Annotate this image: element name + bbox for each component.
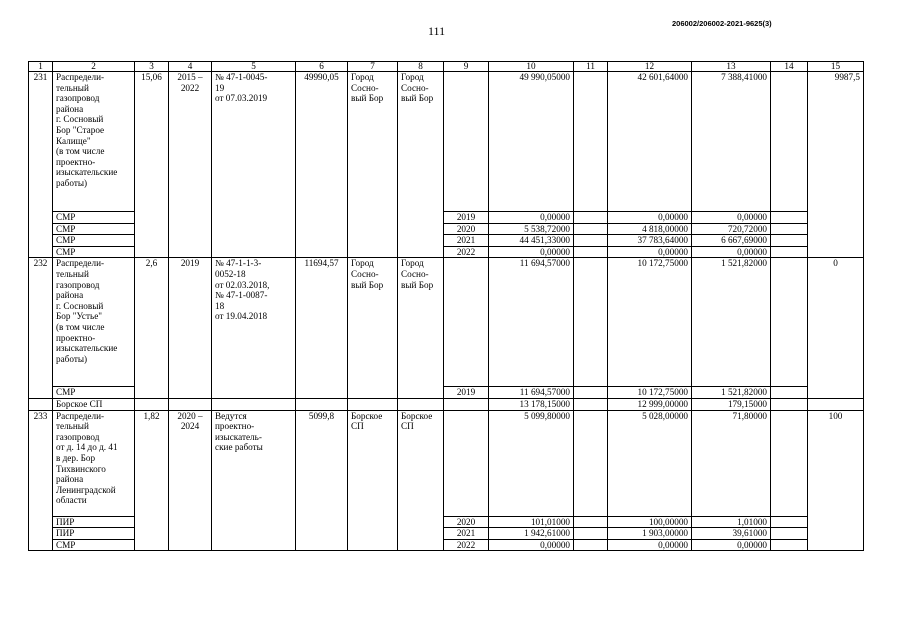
col14 bbox=[771, 528, 808, 540]
blank-cell bbox=[398, 398, 444, 410]
blank-cell bbox=[444, 398, 489, 410]
object-name: Распредели- тельный газопровод района г. Сосновый Бор "Старое Калище" (в том числе проектно- изыскательские работы) bbox=[53, 72, 135, 212]
column-header: 13 bbox=[692, 62, 771, 72]
table-row bbox=[29, 258, 864, 387]
value-col10: 11 694,57000 bbox=[489, 387, 574, 399]
years: 2019 bbox=[169, 258, 212, 399]
blank-cell bbox=[296, 398, 348, 410]
col11 bbox=[574, 246, 608, 258]
value-col12: 0,00000 bbox=[608, 539, 692, 551]
subtotal-col13: 179,15000 bbox=[692, 398, 771, 410]
value-col10: 44 451,33000 bbox=[489, 235, 574, 247]
total-col10: 5 099,80000 bbox=[489, 410, 574, 516]
length-km: 15,06 bbox=[135, 72, 169, 258]
years: 2015 – 2022 bbox=[169, 72, 212, 258]
location: Город Сосно- вый Бор bbox=[398, 258, 444, 399]
col14 bbox=[771, 223, 808, 235]
value-col12: 1 903,00000 bbox=[608, 528, 692, 540]
municipality: Борское СП bbox=[348, 410, 398, 551]
col14 bbox=[771, 410, 808, 516]
row-number: 232 bbox=[29, 258, 53, 399]
col15: 100 bbox=[808, 410, 864, 551]
blank-cell bbox=[348, 398, 398, 410]
value-col12: 100,00000 bbox=[608, 516, 692, 528]
column-header: 14 bbox=[771, 62, 808, 72]
column-header: 7 bbox=[348, 62, 398, 72]
col11 bbox=[574, 387, 608, 399]
blank-cell bbox=[808, 398, 864, 410]
expertise-doc: № 47-1-1-3- 0052-18 от 02.03.2018, № 47-1-0087- 18 от 19.04.2018 bbox=[212, 258, 296, 399]
total-col12: 42 601,64000 bbox=[608, 72, 692, 212]
year: 2020 bbox=[444, 516, 489, 528]
col15: 9987,5 bbox=[808, 72, 864, 258]
column-header: 9 bbox=[444, 62, 489, 72]
expertise-doc: № 47-1-0045- 19 от 07.03.2019 bbox=[212, 72, 296, 258]
work-type: СМР bbox=[53, 246, 135, 258]
blank-cell bbox=[574, 398, 608, 410]
total-col13: 7 388,41000 bbox=[692, 72, 771, 212]
value-col13: 39,61000 bbox=[692, 528, 771, 540]
value-col10: 1 942,61000 bbox=[489, 528, 574, 540]
col11 bbox=[574, 212, 608, 224]
year-cell bbox=[444, 72, 489, 212]
subtotal-label: Борское СП bbox=[53, 398, 135, 410]
year: 2022 bbox=[444, 246, 489, 258]
column-number-row bbox=[29, 62, 864, 72]
value-col10: 101,01000 bbox=[489, 516, 574, 528]
page-number: 111 bbox=[428, 24, 446, 38]
col14 bbox=[771, 235, 808, 247]
table-row bbox=[29, 410, 864, 516]
work-type: СМР bbox=[53, 235, 135, 247]
work-type: ПИР bbox=[53, 516, 135, 528]
value-col10: 0,00000 bbox=[489, 212, 574, 224]
value-col13: 1 521,82000 bbox=[692, 387, 771, 399]
col11 bbox=[574, 235, 608, 247]
year: 2019 bbox=[444, 212, 489, 224]
row-number: 233 bbox=[29, 410, 53, 551]
col14 bbox=[771, 387, 808, 399]
column-header: 8 bbox=[398, 62, 444, 72]
year: 2021 bbox=[444, 235, 489, 247]
column-header: 1 bbox=[29, 62, 53, 72]
value-col13: 0,00000 bbox=[692, 246, 771, 258]
col14 bbox=[771, 539, 808, 551]
column-header: 4 bbox=[169, 62, 212, 72]
value-col13: 720,72000 bbox=[692, 223, 771, 235]
subtotal-row bbox=[29, 398, 864, 410]
col11 bbox=[574, 539, 608, 551]
work-type: ПИР bbox=[53, 528, 135, 540]
work-type: СМР bbox=[53, 539, 135, 551]
object-name: Распредели- тельный газопровод от д. 14 до д. 41 в дер. Бор Тихвинского района Ленинградской области bbox=[53, 410, 135, 516]
year: 2022 bbox=[444, 539, 489, 551]
total-col12: 10 172,75000 bbox=[608, 258, 692, 387]
estimated-cost: 49990,05 bbox=[296, 72, 348, 258]
year-cell bbox=[444, 410, 489, 516]
col11 bbox=[574, 528, 608, 540]
column-header: 5 bbox=[212, 62, 296, 72]
program-table bbox=[28, 61, 864, 551]
column-header: 3 bbox=[135, 62, 169, 72]
col11 bbox=[574, 72, 608, 212]
document-code: 206002/206002-2021-9625(3) bbox=[672, 19, 772, 28]
years: 2020 – 2024 bbox=[169, 410, 212, 551]
year: 2020 bbox=[444, 223, 489, 235]
total-col10: 49 990,05000 bbox=[489, 72, 574, 212]
work-type: СМР bbox=[53, 387, 135, 399]
estimated-cost: 11694,57 bbox=[296, 258, 348, 399]
estimated-cost: 5099,8 bbox=[296, 410, 348, 551]
value-col12: 37 783,64000 bbox=[608, 235, 692, 247]
subtotal-col12: 12 999,00000 bbox=[608, 398, 692, 410]
col11 bbox=[574, 516, 608, 528]
expertise-doc: Ведутся проектно- изыскатель- ские работы bbox=[212, 410, 296, 551]
total-col13: 71,80000 bbox=[692, 410, 771, 516]
year: 2019 bbox=[444, 387, 489, 399]
value-col12: 0,00000 bbox=[608, 246, 692, 258]
value-col12: 0,00000 bbox=[608, 212, 692, 224]
object-name: Распредели- тельный газопровод района г. Сосновый Бор "Устье" (в том числе проектно- изыскательские работы) bbox=[53, 258, 135, 387]
value-col13: 0,00000 bbox=[692, 212, 771, 224]
location: Город Сосно- вый Бор bbox=[398, 72, 444, 258]
value-col13: 0,00000 bbox=[692, 539, 771, 551]
col14 bbox=[771, 258, 808, 387]
subtotal-col10: 13 178,15000 bbox=[489, 398, 574, 410]
blank-cell bbox=[771, 398, 808, 410]
blank-cell bbox=[169, 398, 212, 410]
total-col13: 1 521,82000 bbox=[692, 258, 771, 387]
work-type: СМР bbox=[53, 223, 135, 235]
value-col10: 0,00000 bbox=[489, 246, 574, 258]
value-col12: 10 172,75000 bbox=[608, 387, 692, 399]
col15: 0 bbox=[808, 258, 864, 399]
value-col13: 1,01000 bbox=[692, 516, 771, 528]
col14 bbox=[771, 72, 808, 212]
blank-cell bbox=[29, 398, 53, 410]
value-col13: 6 667,69000 bbox=[692, 235, 771, 247]
row-number: 231 bbox=[29, 72, 53, 258]
length-km: 2,6 bbox=[135, 258, 169, 399]
municipality: Город Сосно- вый Бор bbox=[348, 258, 398, 399]
column-header: 6 bbox=[296, 62, 348, 72]
blank-cell bbox=[212, 398, 296, 410]
column-header: 15 bbox=[808, 62, 864, 72]
value-col10: 5 538,72000 bbox=[489, 223, 574, 235]
col14 bbox=[771, 246, 808, 258]
municipality: Город Сосно- вый Бор bbox=[348, 72, 398, 258]
total-col12: 5 028,00000 bbox=[608, 410, 692, 516]
value-col12: 4 818,00000 bbox=[608, 223, 692, 235]
work-type: СМР bbox=[53, 212, 135, 224]
year: 2021 bbox=[444, 528, 489, 540]
location: Борское СП bbox=[398, 410, 444, 551]
length-km: 1,82 bbox=[135, 410, 169, 551]
col11 bbox=[574, 258, 608, 387]
column-header: 11 bbox=[574, 62, 608, 72]
col14 bbox=[771, 516, 808, 528]
table-row bbox=[29, 72, 864, 212]
total-col10: 11 694,57000 bbox=[489, 258, 574, 387]
col14 bbox=[771, 212, 808, 224]
column-header: 10 bbox=[489, 62, 574, 72]
year-cell bbox=[444, 258, 489, 387]
column-header: 12 bbox=[608, 62, 692, 72]
blank-cell bbox=[135, 398, 169, 410]
column-header: 2 bbox=[53, 62, 135, 72]
value-col10: 0,00000 bbox=[489, 539, 574, 551]
col11 bbox=[574, 223, 608, 235]
col11 bbox=[574, 410, 608, 516]
